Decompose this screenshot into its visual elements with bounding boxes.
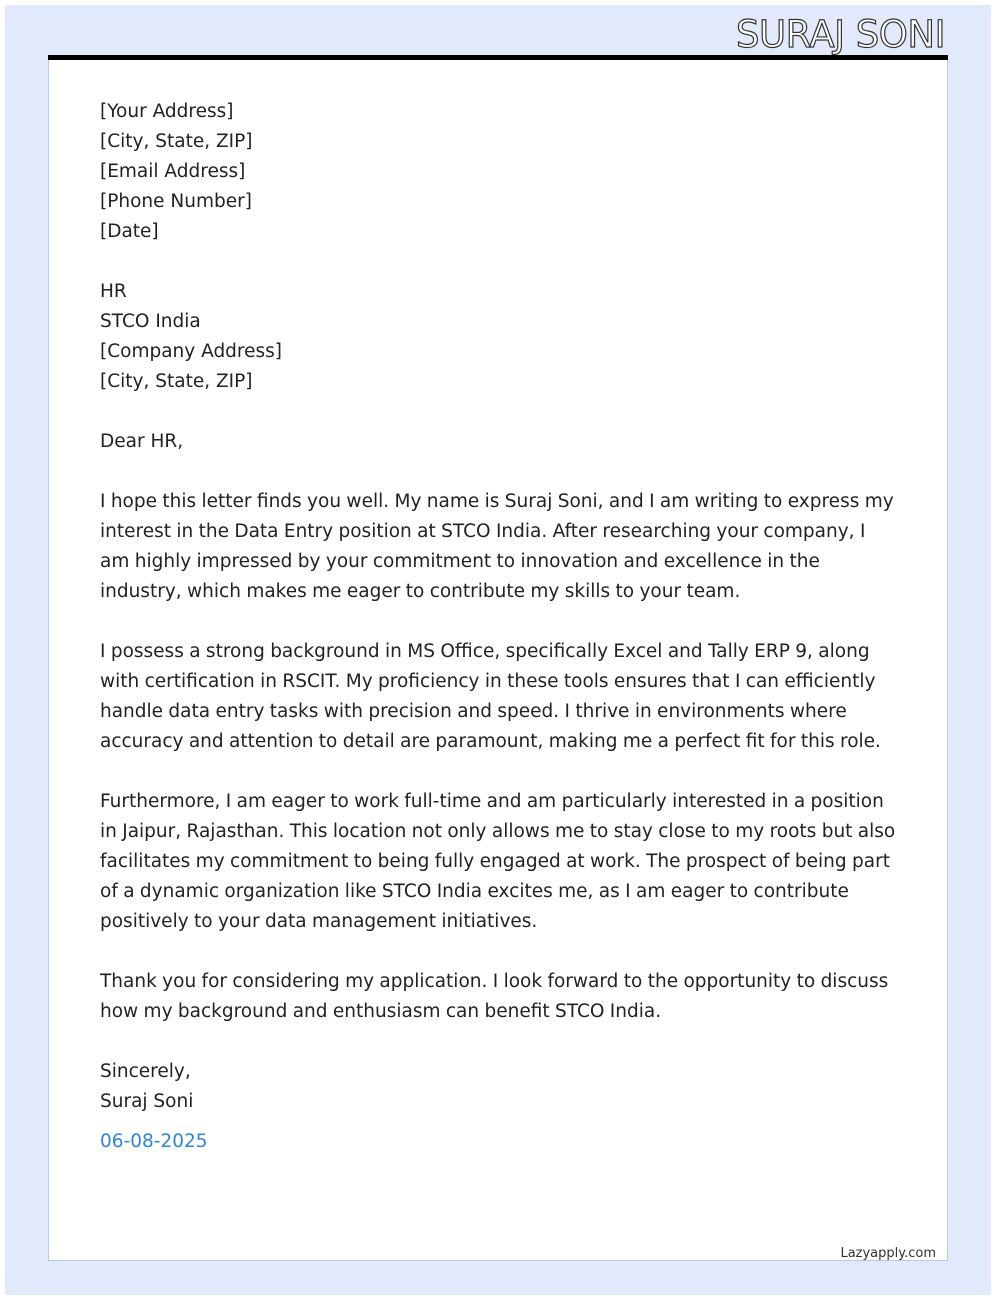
header-name: SURAJ SONI xyxy=(736,13,945,56)
recipient-block xyxy=(100,277,900,397)
letter-body xyxy=(100,97,900,1157)
footer-brand: Lazyapply.com xyxy=(840,1246,936,1261)
closing-block xyxy=(100,1057,900,1157)
signature-name: Suraj Soni xyxy=(100,1091,194,1112)
body-paragraph: I hope this letter finds you well. My name is Suraj Soni, and I am writing to express my interest in the Data Entry position at STCO India. After researching your company, I am highly impressed by your commitment to innovation and excellence in the industry, which makes me eager to contribute my skills to your team. xyxy=(100,491,894,602)
sender-date: [Date] xyxy=(100,221,159,242)
body-paragraph: Furthermore, I am eager to work full-time and am particularly interested in a position in Jaipur, Rajasthan. This location not only allows me to stay close to my roots but also facilitates my commitment to being fully engaged at work. The prospect of being part of a dynamic organization like STCO India excites me, as I am eager to contribute positively to your data management initiatives. xyxy=(100,791,896,932)
body-paragraph: Thank you for considering my application. I look forward to the opportunity to discuss how my background and enthusiasm can benefit STCO India. xyxy=(100,971,889,1022)
sender-address: [Your Address] xyxy=(100,101,234,122)
body-paragraph: I possess a strong background in MS Office, specifically Excel and Tally ERP 9, along with certification in RSCIT. My proficiency in these tools ensures that I can efficiently handle data entry tasks with precision and speed. I thrive in environments where accuracy and attention to detail are paramount, making me a perfect fit for this role. xyxy=(100,641,881,752)
sender-block xyxy=(100,97,900,247)
recipient-title: HR xyxy=(100,281,127,302)
recipient-company: STCO India xyxy=(100,311,201,332)
recipient-city-state-zip: [City, State, ZIP] xyxy=(100,371,253,392)
recipient-address: [Company Address] xyxy=(100,341,283,362)
sender-city-state-zip: [City, State, ZIP] xyxy=(100,131,253,152)
closing-date: 06-08-2025 xyxy=(100,1131,208,1152)
salutation-block xyxy=(100,427,900,457)
salutation: Dear HR, xyxy=(100,431,184,452)
sender-email: [Email Address] xyxy=(100,161,246,182)
sender-phone: [Phone Number] xyxy=(100,191,252,212)
valediction: Sincerely, xyxy=(100,1061,191,1082)
